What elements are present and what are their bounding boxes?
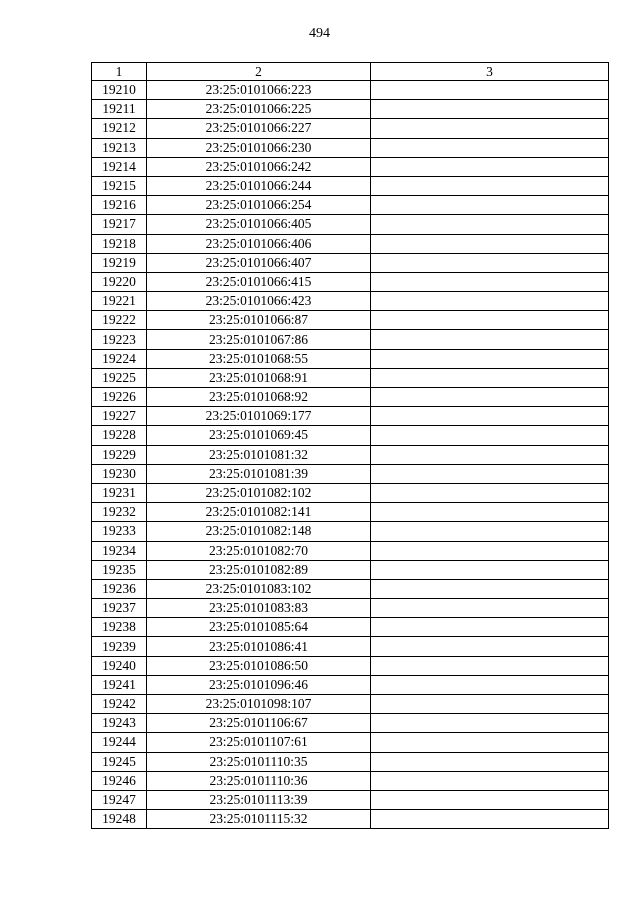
cadastral-number-cell: 23:25:0101086:41 — [147, 637, 371, 656]
cadastral-number-cell: 23:25:0101066:227 — [147, 119, 371, 138]
table-row — [92, 541, 609, 560]
cadastral-number-cell: 23:25:0101113:39 — [147, 790, 371, 809]
cadastral-number-cell: 23:25:0101068:55 — [147, 349, 371, 368]
row-number-cell: 19228 — [92, 426, 147, 445]
note-cell — [371, 618, 609, 637]
cadastral-number-cell: 23:25:0101066:223 — [147, 81, 371, 100]
cadastral-number-cell: 23:25:0101083:102 — [147, 579, 371, 598]
cadastral-number-cell: 23:25:0101066:87 — [147, 311, 371, 330]
column-header-3: 3 — [371, 63, 609, 81]
row-number-cell: 19212 — [92, 119, 147, 138]
note-cell — [371, 138, 609, 157]
row-number-cell: 19213 — [92, 138, 147, 157]
table-row — [92, 292, 609, 311]
table-row — [92, 714, 609, 733]
note-cell — [371, 426, 609, 445]
table-row — [92, 464, 609, 483]
cadastral-number-cell: 23:25:0101066:407 — [147, 253, 371, 272]
row-number-cell: 19241 — [92, 675, 147, 694]
note-cell — [371, 503, 609, 522]
note-cell — [371, 196, 609, 215]
row-number-cell: 19223 — [92, 330, 147, 349]
note-cell — [371, 675, 609, 694]
table-row — [92, 253, 609, 272]
note-cell — [371, 599, 609, 618]
note-cell — [371, 771, 609, 790]
table-row — [92, 503, 609, 522]
row-number-cell: 19222 — [92, 311, 147, 330]
row-number-cell: 19229 — [92, 445, 147, 464]
cadastral-number-cell: 23:25:0101110:35 — [147, 752, 371, 771]
table-row — [92, 675, 609, 694]
note-cell — [371, 464, 609, 483]
row-number-cell: 19235 — [92, 560, 147, 579]
table-row — [92, 656, 609, 675]
cadastral-number-cell: 23:25:0101107:61 — [147, 733, 371, 752]
table-row — [92, 407, 609, 426]
note-cell — [371, 752, 609, 771]
cadastral-number-cell: 23:25:0101086:50 — [147, 656, 371, 675]
row-number-cell: 19246 — [92, 771, 147, 790]
table-row — [92, 330, 609, 349]
note-cell — [371, 388, 609, 407]
note-cell — [371, 790, 609, 809]
row-number-cell: 19245 — [92, 752, 147, 771]
row-number-cell: 19232 — [92, 503, 147, 522]
note-cell — [371, 810, 609, 829]
table-row — [92, 733, 609, 752]
note-cell — [371, 695, 609, 714]
row-number-cell: 19242 — [92, 695, 147, 714]
table-row — [92, 81, 609, 100]
table-row — [92, 810, 609, 829]
page-number: 494 — [309, 26, 330, 41]
row-number-cell: 19236 — [92, 579, 147, 598]
table-row — [92, 311, 609, 330]
table-row — [92, 388, 609, 407]
row-number-cell: 19210 — [92, 81, 147, 100]
row-number-cell: 19234 — [92, 541, 147, 560]
row-number-cell: 19220 — [92, 272, 147, 291]
table-row — [92, 599, 609, 618]
cadastral-number-cell: 23:25:0101098:107 — [147, 695, 371, 714]
table-row — [92, 272, 609, 291]
cadastral-number-cell: 23:25:0101067:86 — [147, 330, 371, 349]
row-number-cell: 19243 — [92, 714, 147, 733]
table-row — [92, 752, 609, 771]
note-cell — [371, 656, 609, 675]
row-number-cell: 19239 — [92, 637, 147, 656]
note-cell — [371, 272, 609, 291]
row-number-cell: 19226 — [92, 388, 147, 407]
note-cell — [371, 292, 609, 311]
note-cell — [371, 368, 609, 387]
cadastral-number-cell: 23:25:0101066:242 — [147, 157, 371, 176]
table-row — [92, 100, 609, 119]
table-row — [92, 618, 609, 637]
note-cell — [371, 311, 609, 330]
row-number-cell: 19211 — [92, 100, 147, 119]
table-row — [92, 426, 609, 445]
cadastral-number-cell: 23:25:0101115:32 — [147, 810, 371, 829]
note-cell — [371, 330, 609, 349]
cadastral-number-cell: 23:25:0101066:225 — [147, 100, 371, 119]
note-cell — [371, 215, 609, 234]
note-cell — [371, 560, 609, 579]
cadastral-number-cell: 23:25:0101085:64 — [147, 618, 371, 637]
row-number-cell: 19238 — [92, 618, 147, 637]
cadastral-number-cell: 23:25:0101082:102 — [147, 483, 371, 502]
table-row — [92, 579, 609, 598]
row-number-cell: 19218 — [92, 234, 147, 253]
row-number-cell: 19244 — [92, 733, 147, 752]
cadastral-number-cell: 23:25:0101066:230 — [147, 138, 371, 157]
row-number-cell: 19217 — [92, 215, 147, 234]
table-row — [92, 483, 609, 502]
cadastral-number-cell: 23:25:0101066:405 — [147, 215, 371, 234]
table-row — [92, 138, 609, 157]
table-row — [92, 522, 609, 541]
column-header-2: 2 — [147, 63, 371, 81]
cadastral-number-cell: 23:25:0101082:148 — [147, 522, 371, 541]
cadastral-number-cell: 23:25:0101081:39 — [147, 464, 371, 483]
table-row — [92, 695, 609, 714]
table-row — [92, 349, 609, 368]
row-number-cell: 19233 — [92, 522, 147, 541]
note-cell — [371, 157, 609, 176]
row-number-cell: 19214 — [92, 157, 147, 176]
note-cell — [371, 81, 609, 100]
note-cell — [371, 119, 609, 138]
cadastral-number-cell: 23:25:0101066:254 — [147, 196, 371, 215]
row-number-cell: 19227 — [92, 407, 147, 426]
row-number-cell: 19248 — [92, 810, 147, 829]
table-row — [92, 157, 609, 176]
note-cell — [371, 445, 609, 464]
cadastral-number-cell: 23:25:0101066:415 — [147, 272, 371, 291]
note-cell — [371, 234, 609, 253]
row-number-cell: 19247 — [92, 790, 147, 809]
note-cell — [371, 714, 609, 733]
cadastral-number-cell: 23:25:0101066:244 — [147, 176, 371, 195]
table-row — [92, 176, 609, 195]
table-row — [92, 771, 609, 790]
row-number-cell: 19224 — [92, 349, 147, 368]
note-cell — [371, 176, 609, 195]
note-cell — [371, 522, 609, 541]
row-number-cell: 19240 — [92, 656, 147, 675]
cadastral-number-cell: 23:25:0101068:91 — [147, 368, 371, 387]
cadastral-number-cell: 23:25:0101082:70 — [147, 541, 371, 560]
table-row — [92, 196, 609, 215]
registry-table — [91, 62, 609, 829]
cadastral-number-cell: 23:25:0101082:89 — [147, 560, 371, 579]
cadastral-number-cell: 23:25:0101110:36 — [147, 771, 371, 790]
column-header-1: 1 — [92, 63, 147, 81]
table-row — [92, 637, 609, 656]
row-number-cell: 19215 — [92, 176, 147, 195]
table-header-row — [92, 63, 609, 81]
table-row — [92, 560, 609, 579]
row-number-cell: 19221 — [92, 292, 147, 311]
cadastral-number-cell: 23:25:0101081:32 — [147, 445, 371, 464]
note-cell — [371, 349, 609, 368]
table-row — [92, 234, 609, 253]
cadastral-number-cell: 23:25:0101096:46 — [147, 675, 371, 694]
note-cell — [371, 253, 609, 272]
table-body — [92, 81, 609, 829]
cadastral-number-cell: 23:25:0101066:423 — [147, 292, 371, 311]
note-cell — [371, 100, 609, 119]
note-cell — [371, 733, 609, 752]
table-row — [92, 119, 609, 138]
cadastral-number-cell: 23:25:0101083:83 — [147, 599, 371, 618]
note-cell — [371, 637, 609, 656]
row-number-cell: 19230 — [92, 464, 147, 483]
cadastral-number-cell: 23:25:0101066:406 — [147, 234, 371, 253]
cadastral-number-cell: 23:25:0101069:177 — [147, 407, 371, 426]
cadastral-number-cell: 23:25:0101069:45 — [147, 426, 371, 445]
row-number-cell: 19216 — [92, 196, 147, 215]
row-number-cell: 19231 — [92, 483, 147, 502]
cadastral-number-cell: 23:25:0101068:92 — [147, 388, 371, 407]
table-row — [92, 368, 609, 387]
note-cell — [371, 407, 609, 426]
row-number-cell: 19237 — [92, 599, 147, 618]
cadastral-number-cell: 23:25:0101082:141 — [147, 503, 371, 522]
note-cell — [371, 541, 609, 560]
cadastral-number-cell: 23:25:0101106:67 — [147, 714, 371, 733]
note-cell — [371, 483, 609, 502]
row-number-cell: 19219 — [92, 253, 147, 272]
table-row — [92, 445, 609, 464]
table-row — [92, 790, 609, 809]
note-cell — [371, 579, 609, 598]
table-row — [92, 215, 609, 234]
row-number-cell: 19225 — [92, 368, 147, 387]
